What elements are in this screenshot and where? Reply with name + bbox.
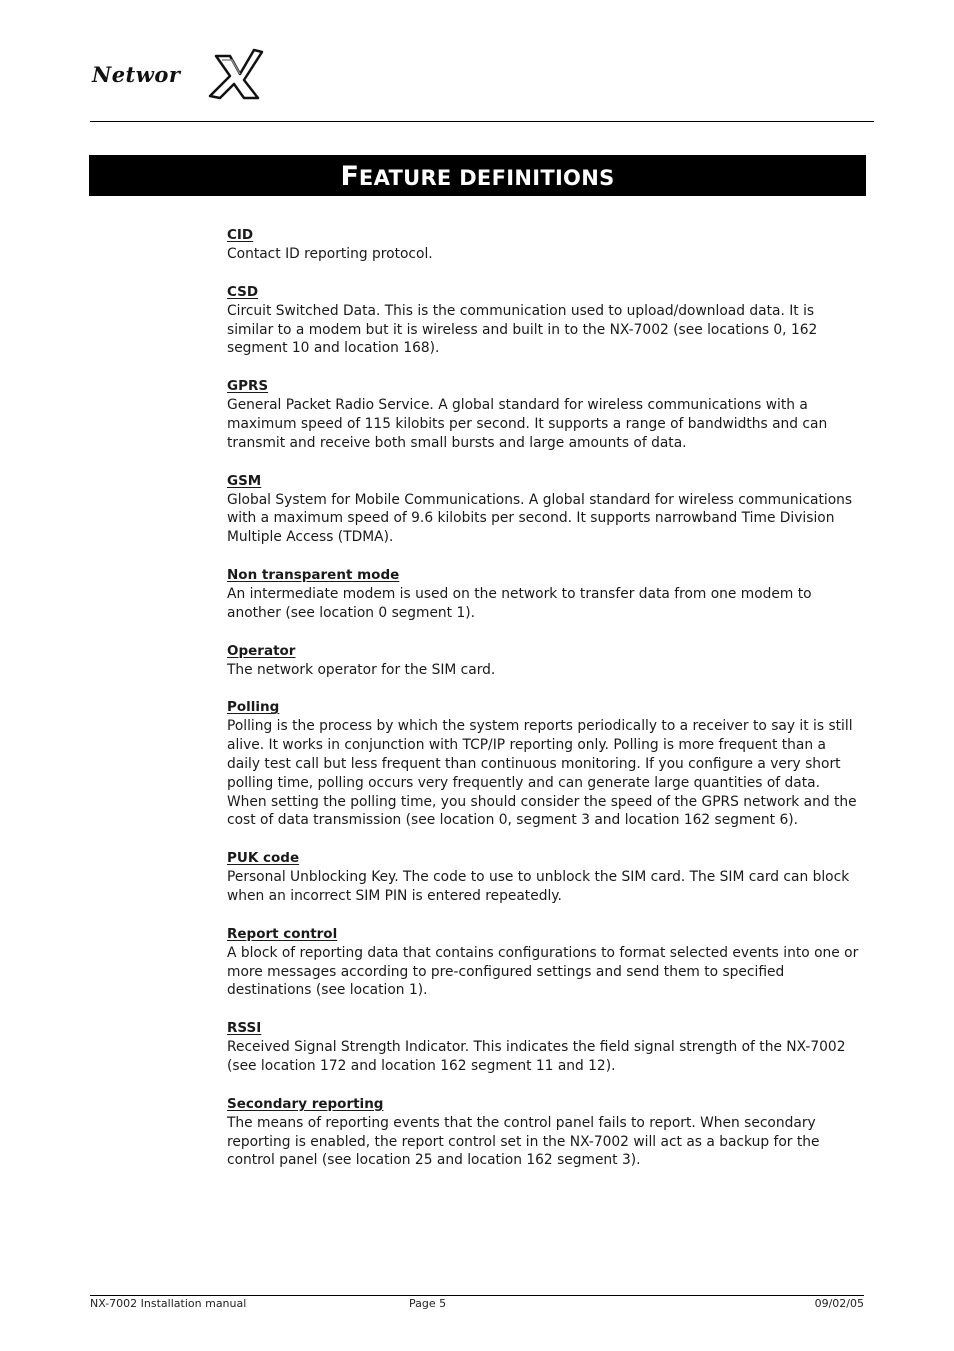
logo-x-icon xyxy=(196,46,266,100)
networx-logo xyxy=(92,46,267,100)
definition-term: Polling xyxy=(227,699,280,716)
definition-description: Received Signal Strength Indicator. This indicates the field signal strength of the NX-7002 (see location 172 and location 162 segment 11 and 12). xyxy=(227,1039,846,1074)
footer-manual-title: NX-7002 Installation manual xyxy=(90,1297,247,1310)
definition-item xyxy=(227,472,863,547)
definition-term: CID xyxy=(227,227,254,243)
definition-item xyxy=(227,698,863,830)
definition-description: Polling is the process by which the system reports periodically to a receiver to say it is still alive. It works in conjunction with TCP/IP reporting only. Polling is more frequent than a daily test call but less frequent than continuous monitoring. If you configure a very short polling time, polling occurs very frequently and can generate large quantities of data. When setting the polling time, you should consider the speed of the GPRS network and the cost of data transmission (see location 0, segment 3 and location 162 segment 6). xyxy=(227,718,857,829)
page-title xyxy=(89,155,866,196)
definition-term: Secondary reporting xyxy=(227,1095,384,1112)
definition-item xyxy=(227,226,863,264)
logo-wordmark: Networ xyxy=(92,62,181,87)
definition-item xyxy=(227,1019,863,1076)
header-rule xyxy=(90,121,874,122)
footer-page-number: Page 5 xyxy=(409,1297,447,1310)
definition-description: An intermediate modem is used on the network to transfer data from one modem to another (see location 0 segment 1). xyxy=(227,585,812,621)
definition-term: GPRS xyxy=(227,378,269,395)
definition-description: Contact ID reporting protocol. xyxy=(227,246,433,262)
definition-term: Non transparent mode xyxy=(227,566,400,583)
definition-term: Operator xyxy=(227,642,296,659)
definition-term: CSD xyxy=(227,283,259,300)
definition-item xyxy=(227,925,863,1000)
definition-item xyxy=(227,283,863,358)
definition-description: Personal Unblocking Key. The code to use to unblock the SIM card. The SIM card can block when an incorrect SIM PIN is entered repeatedly. xyxy=(227,869,850,904)
definition-term: GSM xyxy=(227,472,262,489)
definition-description: General Packet Radio Service. A global standard for wireless communications with a maximum speed of 115 kilobits per second. It supports a range of bandwidths and can transmit and receive both small bursts and large amounts of data. xyxy=(227,397,828,451)
definition-item xyxy=(227,377,863,452)
definition-description: Circuit Switched Data. This is the communication used to upload/download data. It is similar to a modem but it is wireless and built in to the NX-7002 (see locations 0, 162 segment 10 and location 168). xyxy=(227,302,818,357)
definition-description: The means of reporting events that the control panel fails to report. When secondary reporting is enabled, the report control set in the NX-7002 will act as a backup for the control panel (see location 25 and location 162 segment 3). xyxy=(227,1114,820,1169)
footer-rule xyxy=(90,1295,864,1296)
definition-description: A block of reporting data that contains configurations to format selected events into one or more messages according to pre-configured settings and send them to specified destinations (see location 1). xyxy=(227,944,859,999)
footer-date: 09/02/05 xyxy=(814,1297,864,1310)
definition-item xyxy=(227,566,863,623)
definition-term: RSSI xyxy=(227,1020,262,1037)
title-first-letter: F xyxy=(340,161,359,192)
definition-item xyxy=(227,849,863,906)
definition-term: Report control xyxy=(227,925,338,942)
definition-item xyxy=(227,1095,863,1170)
definition-description: Global System for Mobile Communications. A global standard for wireless communications with a maximum speed of 9.6 kilobits per second. It supports narrowband Time Division Multiple Access (TDMA). xyxy=(227,491,853,546)
title-rest: EATURE DEFINITIONS xyxy=(358,166,615,190)
definitions-list xyxy=(227,226,863,1189)
definition-item xyxy=(227,642,863,680)
definition-term: PUK code xyxy=(227,850,300,867)
definition-description: The network operator for the SIM card. xyxy=(227,661,496,678)
